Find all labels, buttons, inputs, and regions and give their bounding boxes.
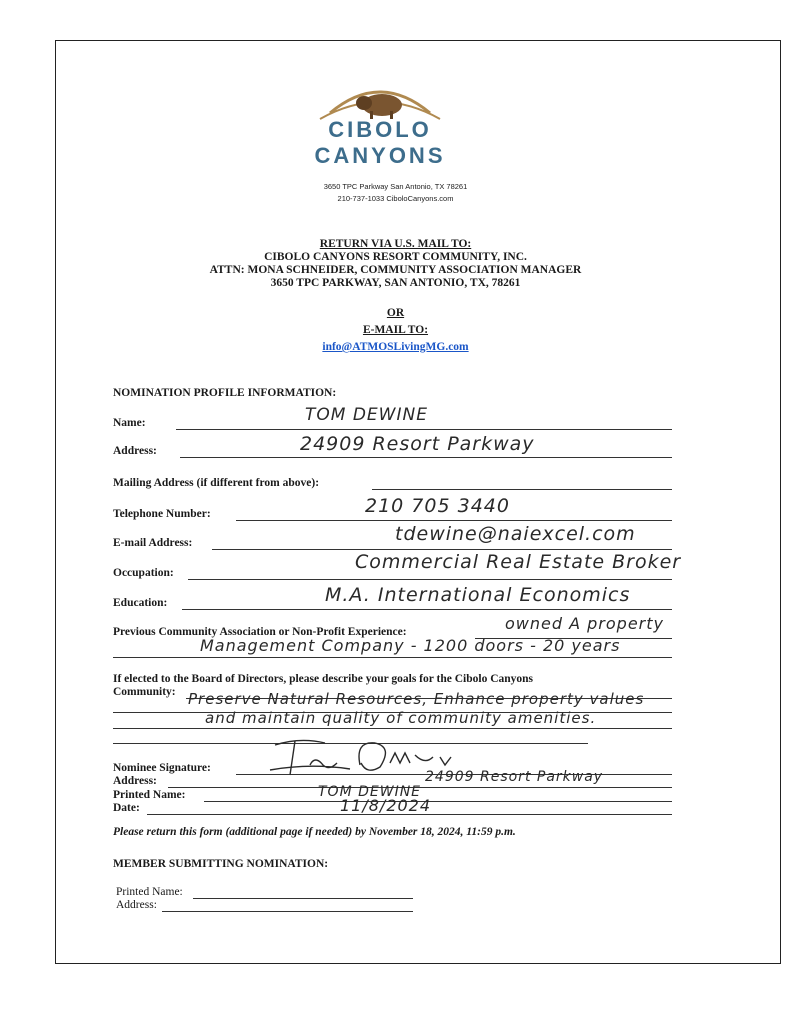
printed-name-value[interactable]: TOM DEWINE (318, 784, 422, 800)
mailing-address-label: Mailing Address (if different from above): (113, 477, 320, 489)
email-value[interactable]: tdewine@naiexcel.com (395, 523, 636, 545)
return-org: CIBOLO CANYONS RESORT COMMUNITY, INC. (264, 251, 527, 263)
telephone-label: Telephone Number: (113, 508, 211, 520)
cibolo-canyons-logo (290, 75, 470, 175)
experience-line-2 (113, 657, 672, 658)
return-email-link[interactable]: info@ATMOSLivingMG.com (322, 341, 469, 353)
education-label: Education: (113, 597, 168, 609)
goals-label-2: Community: (113, 686, 176, 698)
return-address: 3650 TPC PARKWAY, SAN ANTONIO, TX, 78261 (270, 277, 521, 289)
email-heading: E-MAIL TO: (362, 324, 429, 336)
address-label: Address: (113, 445, 157, 457)
contact-phone-web: 210-737-1033 CiboloCanyons.com (337, 194, 454, 203)
or-heading: OR (386, 307, 405, 319)
return-heading: RETURN VIA U.S. MAIL TO: (319, 238, 472, 250)
bison-icon (356, 94, 402, 119)
member-address-label: Address: (116, 899, 157, 911)
member-printed-name-line[interactable] (193, 898, 413, 899)
mailing-address-line (372, 489, 672, 490)
name-label: Name: (113, 417, 146, 429)
education-line (182, 609, 672, 610)
occupation-value[interactable]: Commercial Real Estate Broker (355, 551, 682, 573)
logo-line2: CANYONS (314, 143, 446, 168)
occupation-label: Occupation: (113, 567, 174, 579)
goals-value-1[interactable]: Preserve Natural Resources, Enhance property values (188, 690, 645, 708)
goals-label-1: If elected to the Board of Directors, please describe your goals for the Cibolo Canyons (113, 673, 534, 685)
printed-name-line (204, 801, 672, 802)
experience-value-1[interactable]: owned A property (505, 614, 664, 633)
return-attn: ATTN: MONA SCHNEIDER, COMMUNITY ASSOCIATION MANAGER (209, 264, 582, 276)
goals-value-2[interactable]: and maintain quality of community amenities. (205, 709, 597, 727)
contact-address: 3650 TPC Parkway San Antonio, TX 78261 (323, 182, 468, 191)
telephone-value[interactable]: 210 705 3440 (365, 495, 510, 517)
telephone-line (236, 520, 672, 521)
name-line (176, 429, 672, 430)
address-line (180, 457, 672, 458)
date-value[interactable]: 11/8/2024 (340, 796, 432, 815)
sig-address-value[interactable]: 24909 Resort Parkway (425, 769, 604, 785)
email-label: E-mail Address: (113, 537, 193, 549)
goals-line-3 (113, 728, 672, 729)
experience-label: Previous Community Association or Non-Profit Experience: (113, 626, 407, 638)
date-label: Date: (113, 802, 140, 814)
email-line (212, 549, 672, 550)
printed-name-label: Printed Name: (113, 789, 186, 801)
member-address-line[interactable] (162, 911, 413, 912)
sig-address-label: Address: (113, 775, 157, 787)
signature-label: Nominee Signature: (113, 762, 211, 774)
occupation-line (188, 579, 672, 580)
logo-line1: CIBOLO (328, 117, 432, 142)
profile-heading: NOMINATION PROFILE INFORMATION: (113, 387, 337, 399)
experience-value-2[interactable]: Management Company - 1200 doors - 20 years (200, 636, 621, 655)
name-value[interactable]: TOM DEWINE (305, 405, 428, 425)
member-printed-name-label: Printed Name: (116, 886, 183, 898)
address-value[interactable]: 24909 Resort Parkway (300, 433, 535, 455)
education-value[interactable]: M.A. International Economics (325, 584, 631, 606)
member-heading: MEMBER SUBMITTING NOMINATION: (113, 858, 329, 870)
return-deadline-note: Please return this form (additional page if needed) by November 18, 2024, 11:59 p.m. (113, 826, 516, 838)
